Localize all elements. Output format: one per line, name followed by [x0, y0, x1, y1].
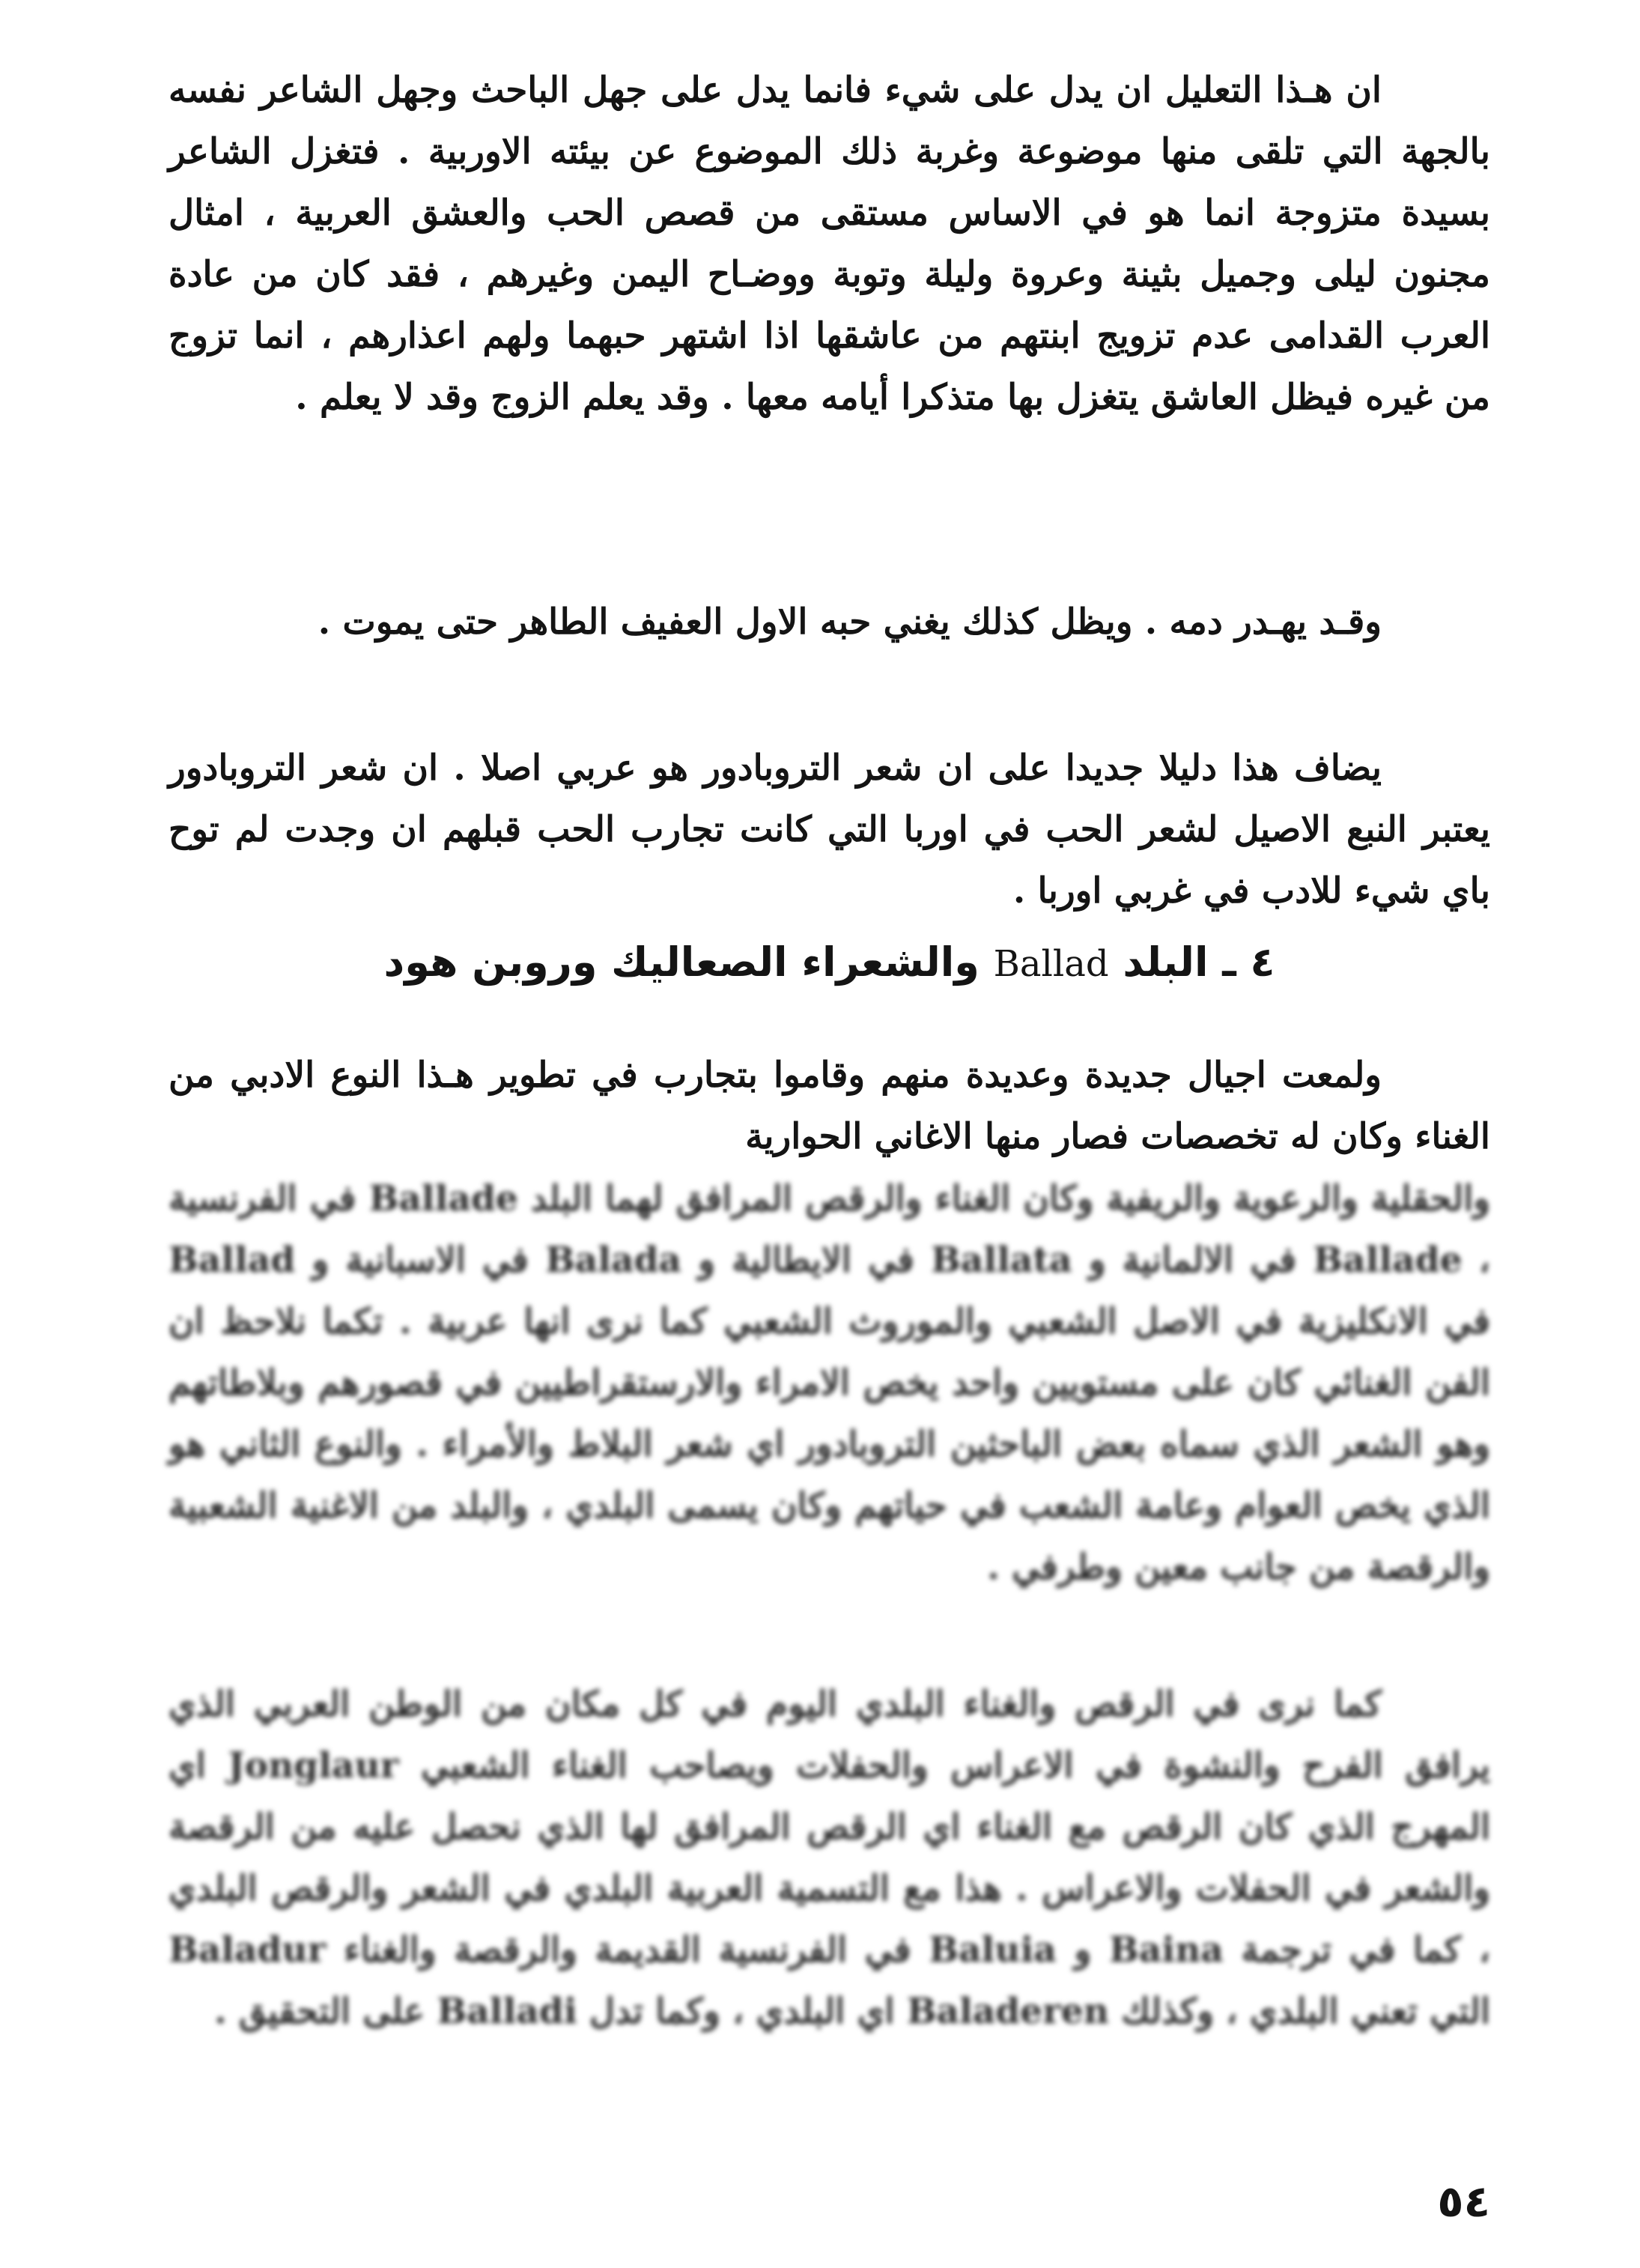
paragraph-2: وقـد يهـدر دمه . ويظل كذلك يغني حبه الاول العفيف الطاهر حتى يموت .: [318, 601, 1382, 643]
heading-latin-term: Ballad: [993, 943, 1109, 985]
paragraph-1: ان هـذا التعليل ان يدل على شيء فانما يدل على جهل الباحث وجهل الشاعر نفسه بالجهة التي تلقى منها موضوعة وغربة ذلك الموضوع عن بيئته الاوربية . فتغزل الشاعر بسيدة متزوجة انما هو في الاساس مستقى من قصص الحب والعشق العربية ، امثال مجنون ليلى وجميل بثينة وعروة وليلة وتوبة ووضـاح اليمن وغيرهم ، فقد كان من عادة العرب القدامى عدم تزويج ابنتهم من عاشقها اذا اشتهر حبهما ولهم اعذارهم ، انما تزوج من غيره فيظل العاشق يتغزل بها متذكرا أيامه معها . وقد يعلم الزوج وقد لا يعلم .: [168, 70, 1490, 418]
section-heading: [168, 933, 1490, 994]
paragraph-3: يضاف هذا دليلا جديدا على ان شعر التروبادور هو عربي اصلا . ان شعر التروبادور يعتبر النبع الاصيل لشعر الحب في اوربا التي كانت تجارب الحب قبلهم ان وجدت لم توح باي شيء للادب في غربي اوربا .: [168, 748, 1490, 912]
paragraph-6-blurred: كما نرى في الرقص والغناء البلدي اليوم في كل مكان من الوطن العربي الذي يرافق الفرح والنشوة في الاعراس والحفلات ويصاحب الغناء الشعبي Jonglaur اي المهرج الذي كان الرقص مع الغناء اي الرقص المرافق لها الذي نحصل عليه من الرقصة والشعر في الحفلات والاعراس . هذا مع التسمية العربية البلدي في الشعر والرقص البلدي ، كما في ترجمة Baina و Baluia في الفرنسية القديمة والرقصة والغناء Baladur التي تعني البلدي ، وكذلك Baladeren اي البلدي ، وكما تدل Balladi على التحقيق .: [168, 1684, 1490, 2032]
paragraph-5-blurred: والحقلية والرعوية والريفية وكان الغناء والرقص المرافق لهما البلد Ballade في الفرنسية ، Ballade في الالمانية و Ballata في الايطالية و Balada في الاسبانية و Ballad في الانكليزية في الاصل الشعبي والموروث الشعبي كما نرى انها عربية . تكما نلاحظ ان الفن الغنائي كان على مستويين واحد يخص الامراء والارستقراطيين في قصورهم وبلاطاتهم وهو الشعر الذي سماه بعض الباحثين التروبادور اي شعر البلاط والأمراء . والنوع الثاني هو الذي يخص العوام وعامة الشعب في حياتهم وكان يسمى البلدي ، والبلد من الاغنية الشعبية والرقصة من جانب معين وطرفي .: [168, 1178, 1491, 1588]
heading-title: والشعراء الصعاليك وروبن هود: [383, 939, 980, 986]
heading-number: ٤ ـ: [1222, 939, 1275, 986]
heading-word: البلد: [1123, 939, 1209, 986]
page-number: ٥٤: [1437, 2176, 1490, 2227]
paragraph-4: ولمعت اجيال جديدة وعديدة منهم وقاموا بتجارب في تطوير هـذا النوع الادبي من الغناء وكان له تخصصات فصار منها الاغاني الحوارية: [168, 1055, 1490, 1157]
